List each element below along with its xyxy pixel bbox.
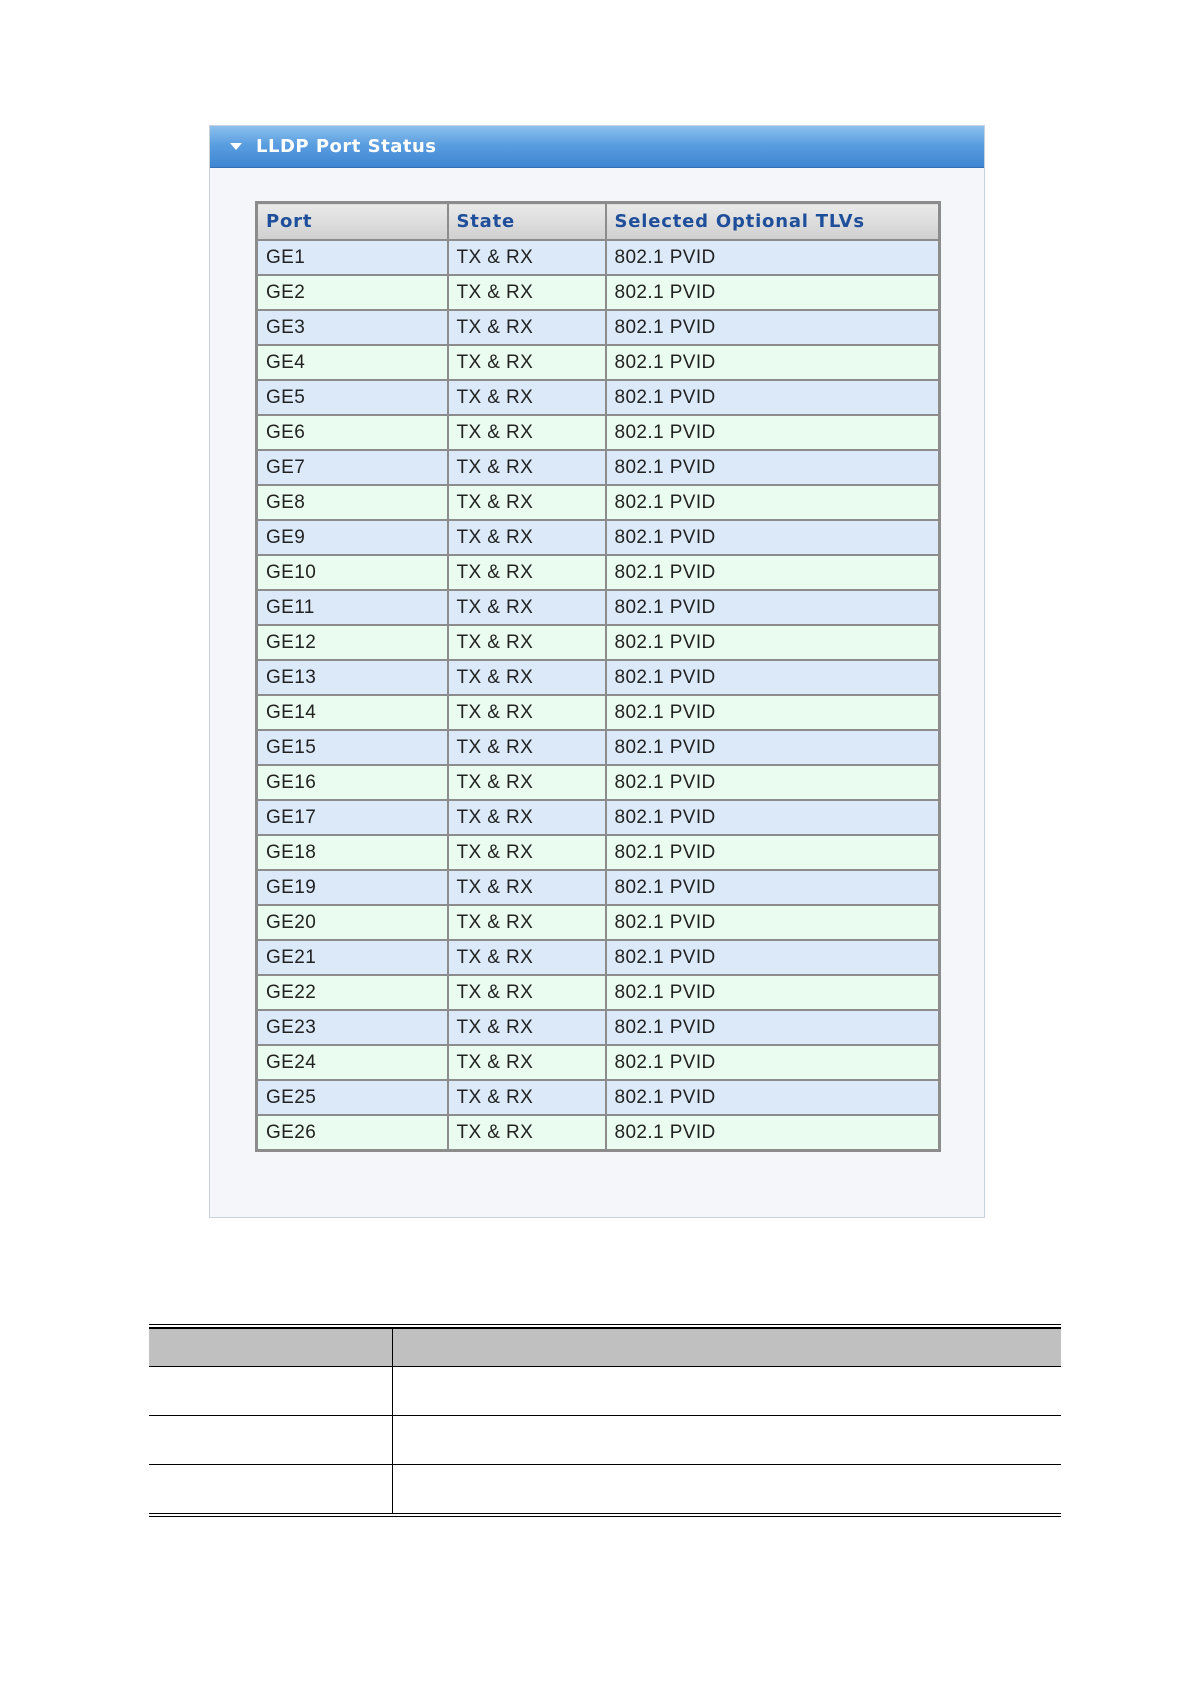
table-row [257, 625, 940, 660]
port-cell: GE9 [257, 520, 448, 555]
description-cell-text [393, 1416, 1061, 1464]
description-table-header [149, 1328, 1061, 1367]
state-cell: TX & RX [448, 695, 606, 730]
tlv-cell: 802.1 PVID [606, 835, 940, 870]
tlv-cell: 802.1 PVID [606, 590, 940, 625]
port-cell: GE21 [257, 940, 448, 975]
port-cell: GE24 [257, 1045, 448, 1080]
tlv-cell: 802.1 PVID [606, 800, 940, 835]
column-header-selected-optional-tlvs: Selected Optional TLVs [606, 203, 940, 241]
table-row [257, 835, 940, 870]
description-cell-text [393, 1465, 1061, 1513]
table-row [257, 380, 940, 415]
table-row [257, 450, 940, 485]
tlv-cell: 802.1 PVID [606, 625, 940, 660]
port-cell: GE1 [257, 240, 448, 275]
state-cell: TX & RX [448, 590, 606, 625]
table-header-row [257, 203, 940, 241]
port-cell: GE18 [257, 835, 448, 870]
table-row [257, 415, 940, 450]
state-cell: TX & RX [448, 345, 606, 380]
table-row [257, 240, 940, 275]
port-cell: GE12 [257, 625, 448, 660]
tlv-cell: 802.1 PVID [606, 1010, 940, 1045]
description-cell-object [149, 1416, 393, 1464]
state-cell: TX & RX [448, 1010, 606, 1045]
table-row [257, 905, 940, 940]
port-cell: GE25 [257, 1080, 448, 1115]
state-cell: TX & RX [448, 380, 606, 415]
table-row [257, 730, 940, 765]
state-cell: TX & RX [448, 485, 606, 520]
tlv-cell: 802.1 PVID [606, 450, 940, 485]
table-row [257, 275, 940, 310]
state-cell: TX & RX [448, 1045, 606, 1080]
state-cell: TX & RX [448, 940, 606, 975]
port-cell: GE7 [257, 450, 448, 485]
description-cell-object [149, 1367, 393, 1415]
tlv-cell: 802.1 PVID [606, 380, 940, 415]
port-cell: GE2 [257, 275, 448, 310]
description-header-cell-description [393, 1329, 1061, 1366]
port-cell: GE15 [257, 730, 448, 765]
table-row [257, 870, 940, 905]
tlv-cell: 802.1 PVID [606, 870, 940, 905]
lldp-port-status-panel [209, 125, 985, 1218]
port-cell: GE19 [257, 870, 448, 905]
port-cell: GE6 [257, 415, 448, 450]
state-cell: TX & RX [448, 625, 606, 660]
tlv-cell: 802.1 PVID [606, 415, 940, 450]
table-row [257, 940, 940, 975]
description-cell-text [393, 1367, 1061, 1415]
triangle-down-icon[interactable] [230, 143, 242, 150]
state-cell: TX & RX [448, 555, 606, 590]
state-cell: TX & RX [448, 905, 606, 940]
table-row [257, 590, 940, 625]
port-cell: GE22 [257, 975, 448, 1010]
table-row [257, 555, 940, 590]
state-cell: TX & RX [448, 450, 606, 485]
table-row [257, 345, 940, 380]
port-cell: GE16 [257, 765, 448, 800]
table-row [257, 1080, 940, 1115]
tlv-cell: 802.1 PVID [606, 1115, 940, 1151]
state-cell: TX & RX [448, 275, 606, 310]
table-row [257, 1115, 940, 1151]
port-cell: GE23 [257, 1010, 448, 1045]
state-cell: TX & RX [448, 240, 606, 275]
panel-title: LLDP Port Status [256, 136, 437, 157]
tlv-cell: 802.1 PVID [606, 555, 940, 590]
lldp-port-status-table [255, 201, 941, 1152]
state-cell: TX & RX [448, 800, 606, 835]
tlv-cell: 802.1 PVID [606, 1080, 940, 1115]
port-cell: GE20 [257, 905, 448, 940]
state-cell: TX & RX [448, 870, 606, 905]
column-header-state: State [448, 203, 606, 241]
port-cell: GE14 [257, 695, 448, 730]
description-header-cell-object [149, 1329, 393, 1366]
state-cell: TX & RX [448, 730, 606, 765]
state-cell: TX & RX [448, 765, 606, 800]
tlv-cell: 802.1 PVID [606, 660, 940, 695]
tlv-cell: 802.1 PVID [606, 905, 940, 940]
table-row [257, 1010, 940, 1045]
table-row [257, 485, 940, 520]
port-cell: GE10 [257, 555, 448, 590]
port-cell: GE26 [257, 1115, 448, 1151]
panel-header[interactable] [210, 126, 984, 168]
tlv-cell: 802.1 PVID [606, 975, 940, 1010]
port-cell: GE13 [257, 660, 448, 695]
port-cell: GE3 [257, 310, 448, 345]
state-cell: TX & RX [448, 975, 606, 1010]
port-cell: GE5 [257, 380, 448, 415]
tlv-cell: 802.1 PVID [606, 485, 940, 520]
table-row [257, 520, 940, 555]
tlv-cell: 802.1 PVID [606, 730, 940, 765]
state-cell: TX & RX [448, 1115, 606, 1151]
tlv-cell: 802.1 PVID [606, 310, 940, 345]
description-cell-object [149, 1465, 393, 1513]
tlv-cell: 802.1 PVID [606, 275, 940, 310]
state-cell: TX & RX [448, 1080, 606, 1115]
table-row [257, 800, 940, 835]
tlv-cell: 802.1 PVID [606, 765, 940, 800]
description-row [149, 1465, 1061, 1513]
description-table [149, 1324, 1061, 1517]
table-row [257, 310, 940, 345]
description-row [149, 1416, 1061, 1465]
state-cell: TX & RX [448, 660, 606, 695]
tlv-cell: 802.1 PVID [606, 240, 940, 275]
port-cell: GE17 [257, 800, 448, 835]
tlv-cell: 802.1 PVID [606, 695, 940, 730]
table-row [257, 695, 940, 730]
tlv-cell: 802.1 PVID [606, 940, 940, 975]
column-header-port: Port [257, 203, 448, 241]
description-row [149, 1367, 1061, 1416]
table-row [257, 975, 940, 1010]
state-cell: TX & RX [448, 310, 606, 345]
port-cell: GE8 [257, 485, 448, 520]
tlv-cell: 802.1 PVID [606, 1045, 940, 1080]
state-cell: TX & RX [448, 415, 606, 450]
table-row [257, 660, 940, 695]
state-cell: TX & RX [448, 835, 606, 870]
port-cell: GE11 [257, 590, 448, 625]
port-cell: GE4 [257, 345, 448, 380]
table-row [257, 1045, 940, 1080]
tlv-cell: 802.1 PVID [606, 345, 940, 380]
state-cell: TX & RX [448, 520, 606, 555]
tlv-cell: 802.1 PVID [606, 520, 940, 555]
table-row [257, 765, 940, 800]
